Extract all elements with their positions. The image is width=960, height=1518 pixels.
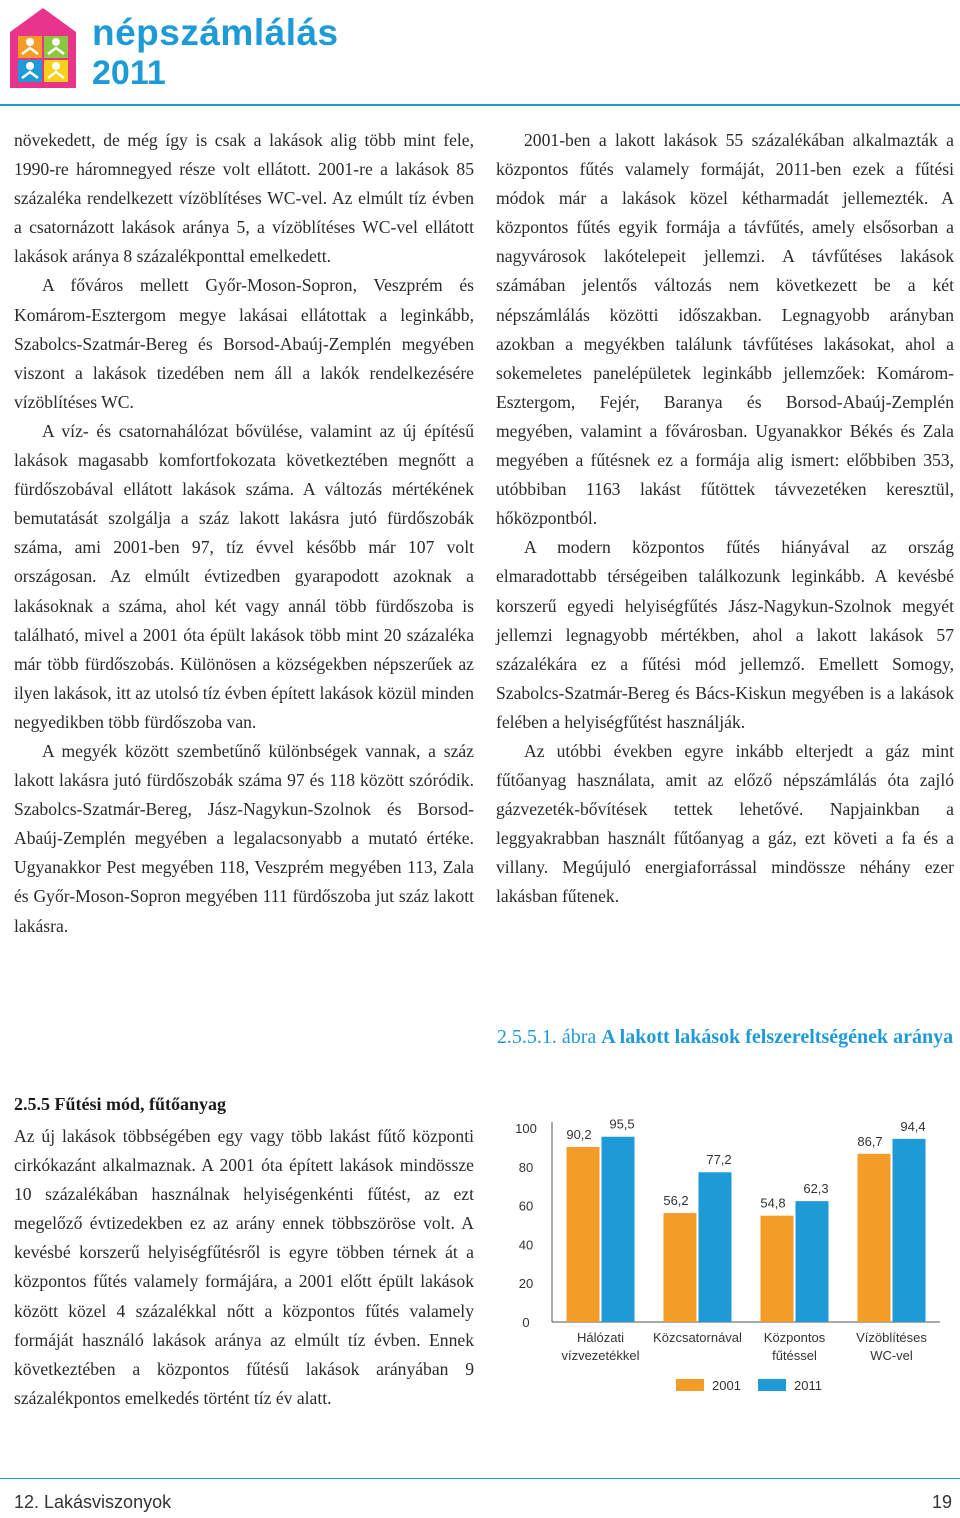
figure-title — [496, 1022, 954, 1052]
legend-swatch-2011 — [758, 1379, 786, 1391]
brand-year: 2011 — [92, 54, 166, 92]
y-tick-label: 80 — [518, 1159, 534, 1175]
bar-value-label: 54,8 — [760, 1195, 786, 1211]
section-heading: 2.5.5 Fűtési mód, fűtőanyag — [14, 1094, 227, 1114]
y-tick-label: 60 — [518, 1198, 534, 1214]
bar-2001-0 — [567, 1147, 600, 1322]
right-paragraph-1: 2001-ben a lakott lakások 55 százalékában alkalmazták a központos fűtés valamely formáját, 2011-ben ezek a fűtési módok már a lakások közel kétharmadát jellemezték. A központos fűtés egyik formája a távfűtés, amely elsősorban a nagyvárosok lakótelepeit jellemzi. A távfűtéses lakások számában jelentős változás nem következett be a két népszámlálás közötti időszakban. Legnagyobb arányban azokban a megyékben találunk távfűtéses lakásokat, ahol a sokemeletes panelépületek leginkább jellemzőek: Komárom-Esztergom, Fejér, Baranya és Borsod-Abaúj-Zemplén megyében, valamint a fővárosban. Ugyanakkor Békés és Zala megyében a fűtésnek ez a formája alig ismert: előbbiben 353, utóbbiban 1163 lakást fűtöttek távvezetéken keresztül, hőközpontból. — [496, 130, 954, 529]
figure-number: 2.5.5.1. ábra — [496, 1026, 597, 1048]
bar-value-label: 77,2 — [706, 1152, 732, 1168]
right-paragraph-3: Az utóbbi években egyre inkább elterjedt a gáz mint fűtőanyag használata, amit az előző népszámlálás óta zajló gázvezeték-bővítések tettek lehetővé. Napjainkban a leggyakrabban használt fűtőanyag a gáz, ezt követi a fa és a villany. Megújuló energiaforrással mindössze néhány ezer lakásban fűtenek. — [496, 740, 954, 907]
footer-rule — [0, 1478, 960, 1479]
bar-2001-1 — [664, 1213, 697, 1322]
legend-label-2001: 2001 — [712, 1378, 741, 1393]
right-paragraph-2: A modern központos fűtés hiányával az ország elmaradottabb térségeiben találkozunk leginkább. A kevésbé korszerű egyedi helyiségfűtés Jász-Nagykun-Szolnok megyét jellemzi legnagyobb mértékben, ahol a lakott lakások 57 százalékára ez a fűtési mód jellemző. Emellett Somogy, Szabolcs-Szatmár-Bereg és Bács-Kiskun megyében is a lakások felében a helyiségfűtést használják. — [496, 537, 954, 732]
bar-value-label: 94,4 — [900, 1118, 926, 1134]
left-paragraph-1: növekedett, de még így is csak a lakások alig több mint fele, 1990-re háromnegyed része volt ellátott. 2001-re a lakások 85 százaléka rendelkezett vízöblítéses WC-vel. Az elmúlt tíz évben a csatornázott lakások aránya 5, a vízöblítéses WC-vel ellátott lakások aránya 8 százalékponttal emelkedett. — [14, 130, 474, 267]
left-section-paragraph-1: Az új lakások többségében egy vagy több lakást fűtő központi cirkókazánt alkalmaznak. A 2001 óta épített lakások mindössze 10 százalékában használnak helyiségenkénti fűtést, az ezt megelőző évtizedekben ez az arány ennek többszöröse volt. A kevésbé korszerű helyiségfűtésről is egyre többen térnek át a központos fűtés valamely formájára, a 2001 előtt épült lakások között közel 4 százalékkal nőtt a központos fűtés valamely formáját használó lakások aránya az elmúlt tíz évben. Ennek következtében a központos fűtésű lakások arányában 9 százalékpontos emelkedés történt tíz év alatt. — [14, 1126, 474, 1408]
x-category-label: Hálózati — [577, 1330, 624, 1345]
legend-label-2011: 2011 — [794, 1378, 822, 1393]
y-tick-label: 0 — [522, 1315, 530, 1330]
bar-2001-3 — [858, 1154, 891, 1322]
bar-2001-2 — [761, 1216, 794, 1322]
x-category-label: WC-vel — [870, 1348, 913, 1363]
header-rule — [0, 104, 960, 106]
nepszamlalas-logo-icon — [8, 6, 78, 90]
left-section-body — [14, 1122, 474, 1413]
bar-2011-0 — [602, 1137, 635, 1322]
footer-page-number: 19 — [931, 1492, 952, 1512]
footer-chapter: 12. Lakásviszonyok — [14, 1492, 172, 1512]
page-header — [0, 0, 960, 104]
bar-value-label: 95,5 — [609, 1116, 635, 1132]
x-category-label: Vízöblítéses — [856, 1330, 927, 1345]
x-category-label: Közcsatornával — [653, 1330, 742, 1345]
equipment-bar-chart — [496, 1100, 954, 1440]
left-paragraph-3: A víz- és csatornahálózat bővülése, valamint az új építésű lakások magasabb komfortfokozata következtében megnőtt a fürdőszobával ellátott lakások száma. A változás mértékének bemutatását szolgálja a száz lakott lakásra jutó fürdőszobák száma, ami 2001-ben 97, tíz évvel később már 107 volt országosan. Az elmúlt évtizedben gyarapodott azoknak a lakásoknak a száma, ahol két vagy annál több fürdőszoba is található, mivel a 2001 óta épült lakások több mint 20 százaléka már több fürdőszobás. Különösen a községekben népszerűek az ilyen lakások, itt az utolsó tíz évben épített lakások közül minden negyedikben több fürdőszoba van. — [14, 420, 474, 732]
y-tick-label: 40 — [518, 1237, 534, 1253]
x-category-label: fűtéssel — [772, 1348, 817, 1363]
x-category-label: Központos — [763, 1330, 826, 1345]
left-paragraph-2: A főváros mellett Győr-Moson-Sopron, Veszprém és Komárom-Esztergom megye lakásai ellátottak a leginkább, Szabolcs-Szatmár-Bereg és Borsod-Abaúj-Zemplén megyében viszont a lakások tizedében nem áll a lakók rendelkezésére vízöblítéses WC. — [14, 275, 474, 412]
bar-2011-1 — [699, 1172, 732, 1322]
bar-value-label: 90,2 — [566, 1127, 592, 1143]
figure-title-text: A lakott lakások felszereltségének aránya — [601, 1026, 954, 1048]
bar-2011-3 — [893, 1139, 926, 1322]
y-tick-label: 20 — [518, 1276, 534, 1292]
left-column — [14, 126, 474, 941]
y-tick-label: 100 — [515, 1121, 537, 1136]
legend-swatch-2001 — [676, 1379, 704, 1391]
bar-2011-2 — [796, 1201, 829, 1322]
right-column — [496, 126, 954, 912]
left-paragraph-4: A megyék között szembetűnő különbségek vannak, a száz lakott lakásra jutó fürdőszobák száma 97 és 118 között szóródik. Szabolcs-Szatmár-Bereg, Jász-Nagykun-Szolnok és Borsod-Abaúj-Zemplén megyében a legalacsonyabb a mutató értéke. Ugyanakkor Pest megyében 118, Veszprém megyében 113, Zala és Győr-Moson-Sopron megyében 111 fürdőszoba jut száz lakott lakásra. — [14, 740, 474, 936]
bar-value-label: 56,2 — [663, 1192, 689, 1208]
bar-value-label: 86,7 — [857, 1133, 883, 1149]
brand-name: népszámlálás — [92, 12, 339, 53]
bar-value-label: 62,3 — [803, 1181, 829, 1197]
x-category-label: vízvezetékkel — [561, 1348, 640, 1363]
